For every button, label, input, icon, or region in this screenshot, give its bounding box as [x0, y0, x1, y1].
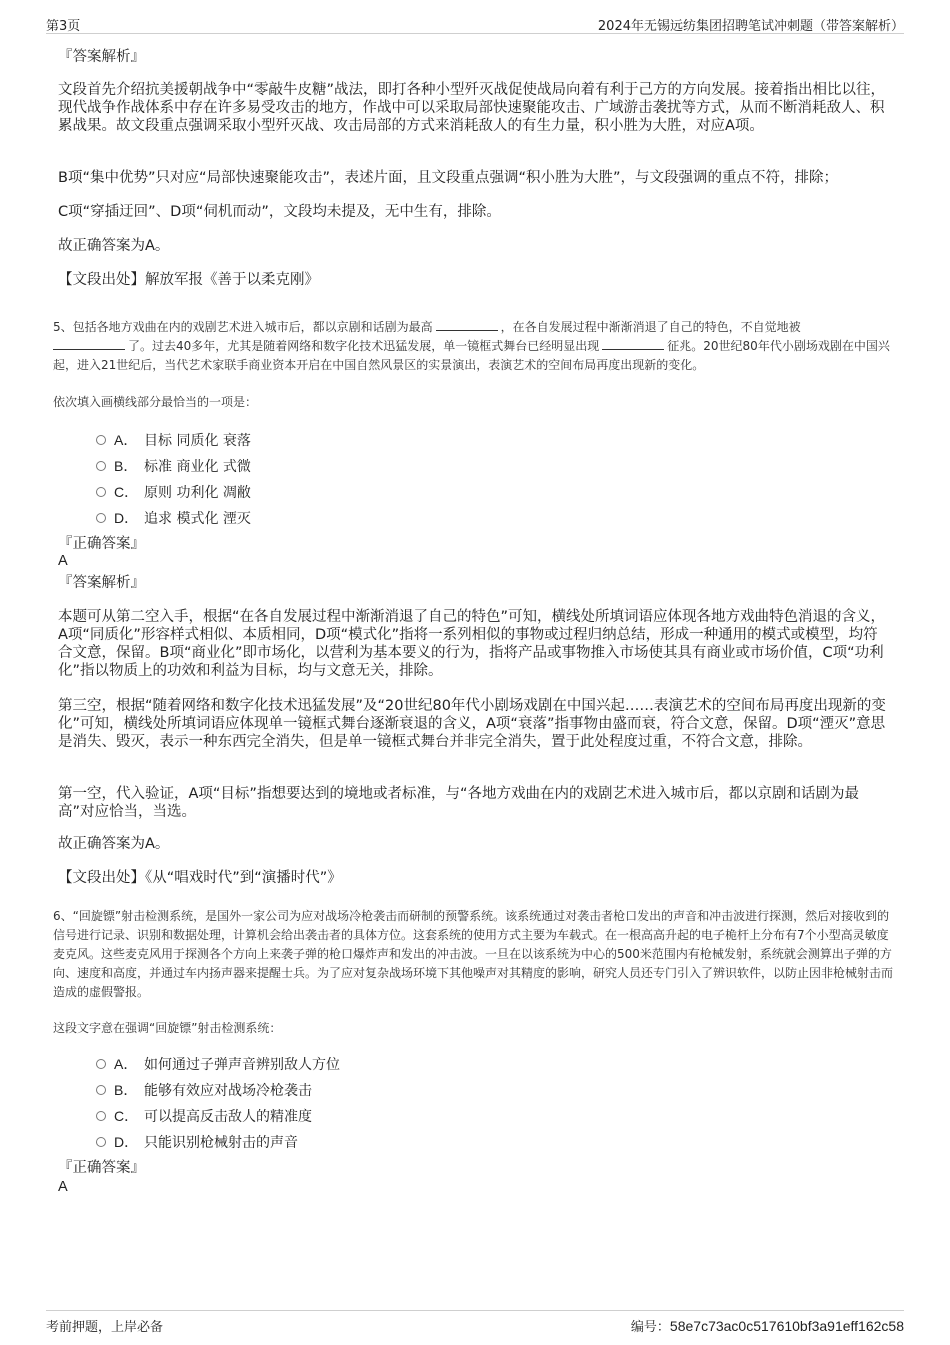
page-footer: [46, 1310, 904, 1335]
q6-correct-label: 『正确答案』: [58, 1160, 145, 1176]
q5-correct-label: 『正确答案』: [58, 536, 145, 552]
q5-stem: 5、包括各地方戏曲在内的戏剧艺术进入城市后，都以京剧和话剧为最高 ，在各自发展过程中渐渐消退了自己的特色，不自觉地被 了。过去40多年，尤其是随着网络和数字化技术迅猛发展，单一镜框式舞台已经明显出现 征兆。20世纪80年代小剧场戏剧在中国兴起，进入21世纪后，当代艺术家联手商业资本开启在中国自然风景区的实景演出，表演艺术的空间布局再度出现新的变化。: [53, 320, 890, 372]
radio-icon[interactable]: [96, 435, 106, 445]
blank-1: [436, 318, 498, 331]
q5-correct-answer: A: [58, 553, 68, 569]
q4-analysis-p1: 文段首先介绍抗美援朝战争中“零敲牛皮糖”战法，即打各种小型歼灭战促使战局向着有利于己方的方向发展。接着指出相比以往，现代战争作战体系中存在许多易受攻击的地方，作战中可以采取局部快速聚能攻击、广域游击袭扰等方式，从而不断消耗敌人、积累战果。故文段重点强调采取小型歼灭战、攻击局部的方式来消耗敌人的有生力量，积小胜为大胜，对应A项。: [58, 82, 886, 134]
q6-correct-answer: A: [58, 1179, 68, 1195]
q4-analysis-label: 『答案解析』: [58, 49, 145, 65]
blank-2: [53, 337, 125, 350]
radio-icon[interactable]: [96, 1059, 106, 1069]
q5-analysis-label: 『答案解析』: [58, 575, 145, 591]
radio-icon[interactable]: [96, 487, 106, 497]
document-title: 2024年无锡远纺集团招聘笔试冲刺题（带答案解析）: [597, 19, 904, 34]
q5-analysis-p1: 本题可从第二空入手，根据“在各自发展过程中渐渐消退了自己的特色”可知，横线处所填词语应体现各地方戏曲特色消退的含义，A项“同质化”形容样式相似、本质相同，D项“模式化”指将一系列相似的事物或过程归纳总结，形成一种通用的模式或模型，均符合文意，保留。B项“商业化”即市场化，以营利为基本要义的行为，指将产品或事物推入市场使其具有商业或市场价值，C项“功利化”指以物质上的功效和利益为目标，均与文意无关，排除。: [58, 609, 886, 679]
q5-analysis-p2: 第三空，根据“随着网络和数字化技术迅猛发展”及“20世纪80年代小剧场戏剧在中国兴起……表演艺术的空间布局再度出现新的变化”可知，横线处所填词语应体现单一镜框式舞台逐渐衰退的含义，A项“衰落”指事物由盛而衰，符合文意，保留。D项“湮灭”意思是消失、毁灭，表示一种东西完全消失，但是单一镜框式舞台并非完全消失，置于此处程度过重，不符合文意，排除。: [58, 698, 886, 750]
q5-prompt: 依次填入画横线部分最恰当的一项是：: [53, 395, 258, 409]
q4-answer-conclusion: 故正确答案为A。: [58, 238, 170, 254]
blank-3: [602, 337, 664, 350]
page-number: 第3页: [46, 19, 81, 34]
q6-prompt: 这段文字意在强调“回旋镖”射击检测系统：: [53, 1021, 282, 1035]
q5-source: 【文段出处】《从“唱戏时代”到“演播时代”》: [58, 870, 342, 886]
radio-icon[interactable]: [96, 461, 106, 471]
q5-analysis-p3: 第一空，代入验证，A项“目标”指想要达到的境地或者标准，与“各地方戏曲在内的戏剧艺术进入城市后，都以京剧和话剧为最高”对应恰当，当选。: [58, 786, 859, 820]
q5-answer-conclusion: 故正确答案为A。: [58, 836, 170, 852]
radio-icon[interactable]: [96, 1111, 106, 1121]
q4-analysis-p2: B项“集中优势”只对应“局部快速聚能攻击”，表述片面，且文段重点强调“积小胜为大胜”，与文段强调的重点不符，排除；: [58, 170, 839, 186]
radio-icon[interactable]: [96, 1085, 106, 1095]
radio-icon[interactable]: [96, 1137, 106, 1147]
document-code: 编号：58e7c73ac0c517610bf3a91eff162c58: [630, 1318, 904, 1335]
q6-stem: 6、“回旋镖”射击检测系统，是国外一家公司为应对战场冷枪袭击而研制的预警系统。该系统通过对袭击者枪口发出的声音和冲击波进行探测，然后对接收到的信号进行记录、识别和数据处理，计算机会给出袭击者的具体方位。这套系统的使用方式主要为车载式。在一根高高升起的电子桅杆上分布有7个小型高灵敏度麦克风。这些麦克风用于探测各个方向上来袭子弹的枪口爆炸声和发出的冲击波。一旦在以该系统为中心的500米范围内有枪械发射，系统就会测算出子弹的方向、速度和高度，并通过车内扬声器来提醒士兵。为了应对复杂战场环境下其他噪声对其精度的影响，研究人员还专门引入了辨识软件，以防止因非枪械射击而造成的虚假警报。: [53, 909, 894, 999]
q4-source: 【文段出处】解放军报《善于以柔克刚》: [58, 272, 319, 288]
radio-icon[interactable]: [96, 513, 106, 523]
q4-analysis-p3: C项“穿插迂回”、D项“伺机而动”，文段均未提及，无中生有，排除。: [58, 204, 501, 220]
footer-slogan: 考前押题，上岸必备: [46, 1320, 164, 1335]
page-header: [46, 13, 904, 34]
